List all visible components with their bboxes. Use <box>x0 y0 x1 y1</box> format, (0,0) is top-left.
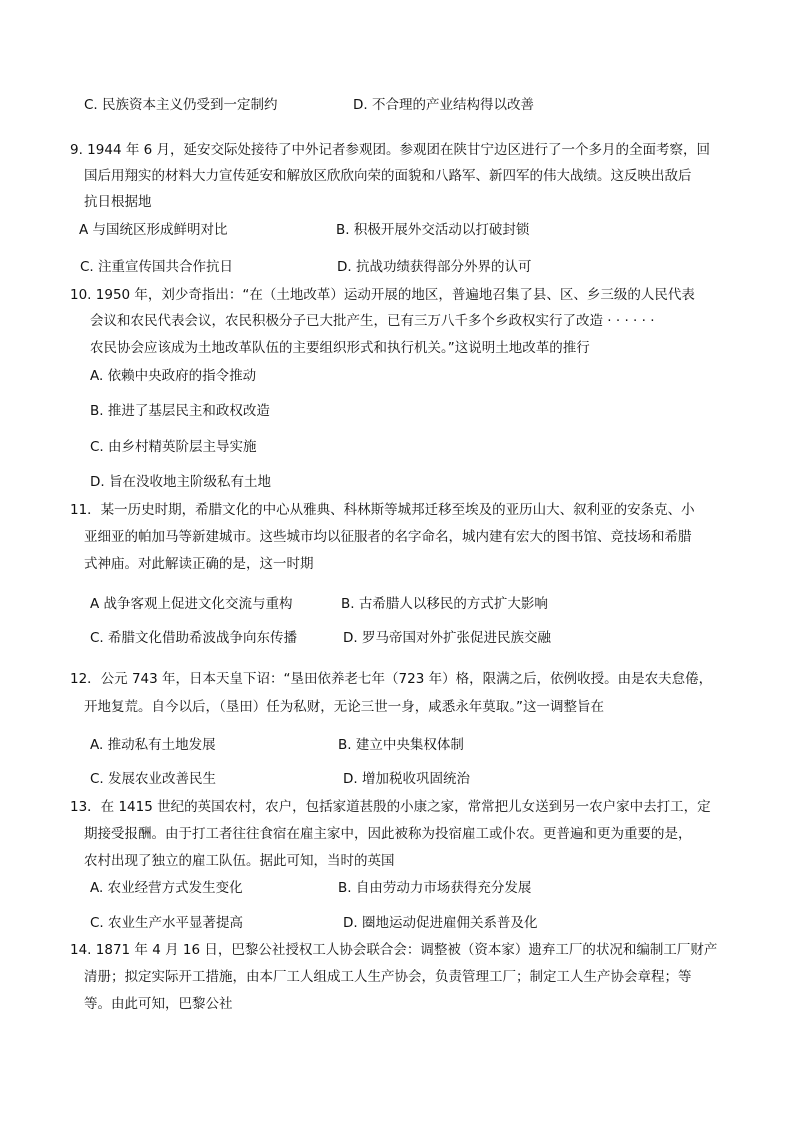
q13-stem-line-1: 13．在 1415 世纪的英国农村，农户，包括家道甚殷的小康之家，常常把儿女送到另一农户家中去打工，定 <box>70 799 711 815</box>
q12-option-b: B. 建立中央集权体制 <box>338 737 464 753</box>
q9-option-c: C. 注重宣传国共合作抗日 <box>80 259 234 275</box>
q10-stem-line-1: 10. 1950 年，刘少奇指出：“在（土地改革）运动开展的地区，普遍地召集了县、区、乡三级的人民代表 <box>70 287 695 303</box>
q10-stem-line-3: 农民协会应该成为土地改革队伍的主要组织形式和执行机关。”这说明土地改革的推行 <box>90 340 590 356</box>
q11-option-a: A 战争客观上促进文化交流与重构 <box>90 596 293 612</box>
q11-stem-line-3: 式神庙。对此解读正确的是，这一时期 <box>84 556 314 572</box>
q13-option-d: D. 圈地运动促进雇佣关系普及化 <box>343 915 538 931</box>
q13-stem-line-3: 农村出现了独立的雇工队伍。据此可知，当时的英国 <box>84 853 395 869</box>
q12-option-c: C. 发展农业改善民生 <box>90 771 217 787</box>
q10-option-a: A. 依赖中央政府的指令推动 <box>90 368 257 384</box>
q14-stem-line-1: 14. 1871 年 4 月 16 日，巴黎公社授权工人协会联合会：调整被（资本家）遗弃工厂的状况和编制工厂财产 <box>70 942 718 958</box>
q10-stem-line-2: 会议和农民代表会议，农民积极分子已大批产生，已有三万八千多个乡政权实行了改造 · · · · · · <box>90 313 655 329</box>
q12-option-a: A. 推动私有土地发展 <box>90 737 216 753</box>
q9-stem-line-1: 9. 1944 年 6 月，延安交际处接待了中外记者参观团。参观团在陕甘宁边区进行了一个多月的全面考察，回 <box>70 142 710 158</box>
q9-option-a: A 与国统区形成鲜明对比 <box>79 222 228 238</box>
q9-option-b: B. 积极开展外交活动以打破封锁 <box>336 222 530 238</box>
q11-stem-line-2: 亚细亚的帕加马等新建城市。这些城市均以征服者的名字命名，城内建有宏大的图书馆、竞技场和希腊 <box>84 529 692 545</box>
q13-option-c: C. 农业生产水平显著提高 <box>90 915 244 931</box>
q11-option-b: B. 古希腊人以移民的方式扩大影响 <box>341 596 548 612</box>
q11-option-c: C. 希腊文化借助希波战争向东传播 <box>90 630 298 646</box>
q10-option-d: D. 旨在没收地主阶级私有土地 <box>90 474 271 490</box>
q12-stem-line-1: 12．公元 743 年，日本天皇下诏：“垦田依养老七年（723 年）格，限满之后，依例收授。由是农夫怠倦， <box>70 671 713 687</box>
q14-stem-line-2: 清册；拟定实际开工措施，由本厂工人组成工人生产协会，负责管理工厂；制定工人生产协会章程；等 <box>84 969 692 985</box>
q8-option-d: D. 不合理的产业结构得以改善 <box>353 97 534 113</box>
q13-stem-line-2: 期接受报酬。由于打工者往往食宿在雇主家中，因此被称为投宿雇工或仆农。更普遍和更为重要的是， <box>84 826 692 842</box>
q13-option-b: B. 自由劳动力市场获得充分发展 <box>338 880 532 896</box>
q9-stem-line-3: 抗日根据地 <box>84 194 152 210</box>
q11-option-d: D. 罗马帝国对外扩张促进民族交融 <box>343 630 551 646</box>
q13-option-a: A. 农业经营方式发生变化 <box>90 880 243 896</box>
q10-option-c: C. 由乡村精英阶层主导实施 <box>90 439 257 455</box>
q11-stem-line-1: 11．某一历史时期，希腊文化的中心从雅典、科林斯等城邦迁移至埃及的亚历山大、叙利亚的安条克、小 <box>70 502 695 518</box>
q14-stem-line-3: 等。由此可知，巴黎公社 <box>84 996 233 1012</box>
q9-option-d: D. 抗战功绩获得部分外界的认可 <box>337 259 532 275</box>
q12-option-d: D. 增加税收巩固统治 <box>343 771 470 787</box>
q9-stem-line-2: 国后用翔实的材料大力宣传延安和解放区欣欣向荣的面貌和八路军、新四军的伟大战绩。这反映出敌后 <box>84 168 692 184</box>
q10-option-b: B. 推进了基层民主和政权改造 <box>90 403 270 419</box>
q12-stem-line-2: 开地复荒。自今以后，（垦田）任为私财，无论三世一身，咸悉永年莫取。”这一调整旨在 <box>84 699 604 715</box>
q8-option-c: C. 民族资本主义仍受到一定制约 <box>84 97 278 113</box>
